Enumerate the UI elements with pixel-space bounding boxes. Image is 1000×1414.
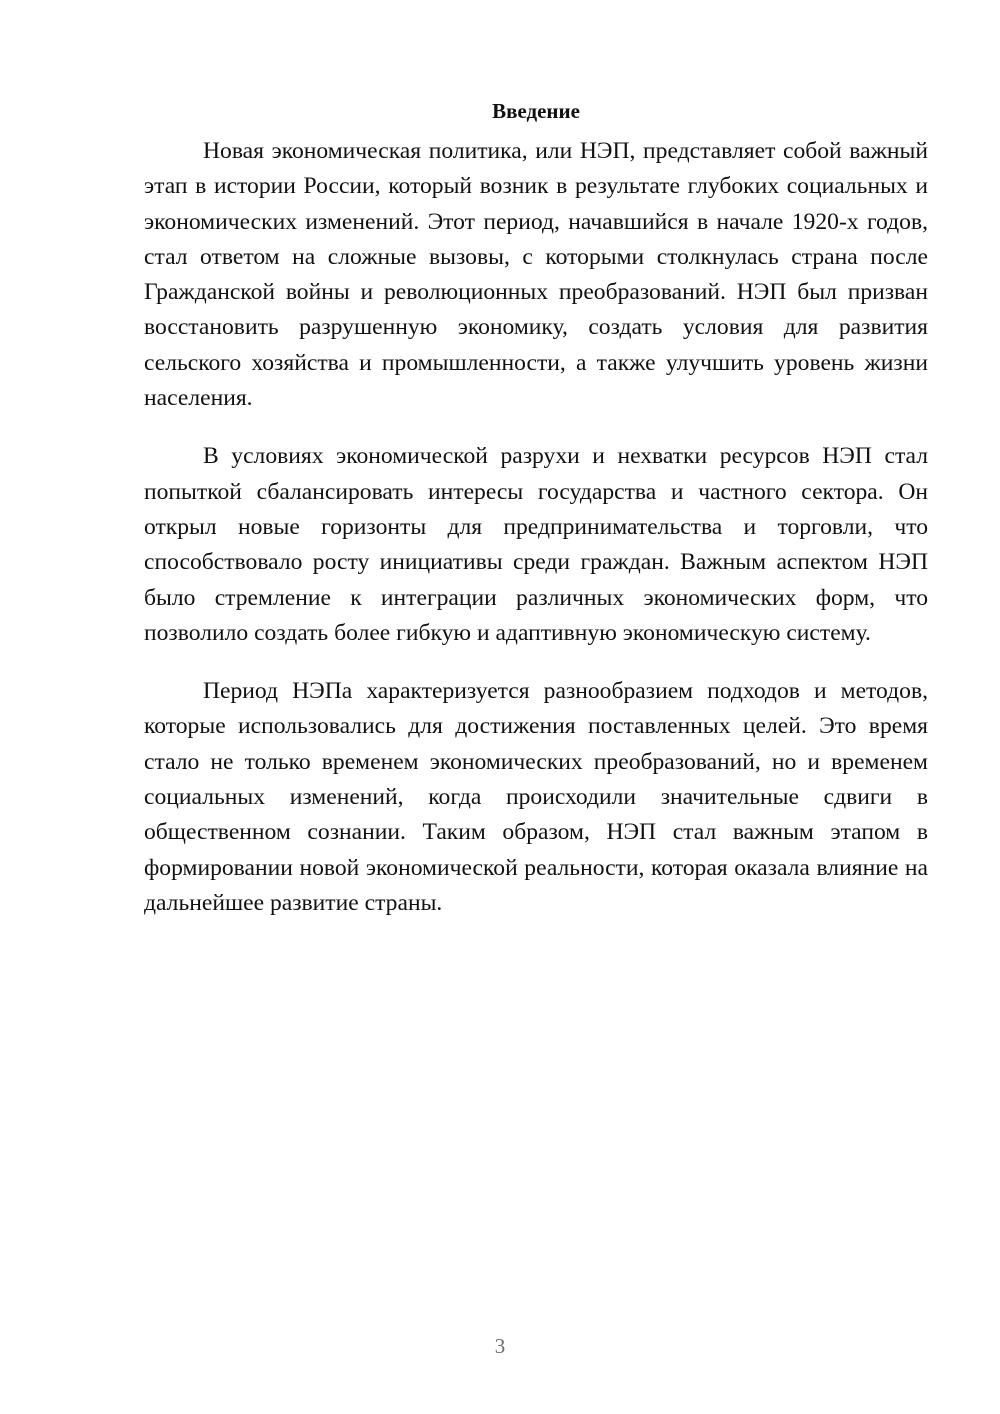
page-number: 3 (494, 1334, 506, 1358)
page-title: Введение (492, 99, 580, 123)
paragraph-1: Новая экономическая политика, или НЭП, представляет собой важный этап в истории России, который возник в результате глубоких социальных и экономических изменений. Этот период, начавшийся в начале 1920-х годов, стал ответом на сложные вызовы, с которыми столкнулась страна после Гражданской войны и революционных преобразований. НЭП был призван восстановить разрушенную экономику, создать условия для развития сельского хозяйства и промышленности, а также улучшить уровень жизни населения. (144, 138, 928, 412)
paragraph-3: Период НЭПа характеризуется разнообразием подходов и методов, которые использовались для достижения поставленных целей. Это время стало не только временем экономических преобразований, но и временем социальных изменений, когда происходили значительные сдвиги в общественном сознании. Таким образом, НЭП стал важным этапом в формировании новой экономической реальности, которая оказала влияние на дальнейшее развитие страны. (144, 678, 928, 916)
page-content (144, 96, 928, 944)
paragraph-2: В условиях экономической разрухи и нехватки ресурсов НЭП стал попыткой сбалансировать интересы государства и частного сектора. Он открыл новые горизонты для предпринимательства и торговли, что способствовало росту инициативы среди граждан. Важным аспектом НЭП было стремление к интеграции различных экономических форм, что позволило создать более гибкую и адаптивную экономическую систему. (144, 443, 928, 646)
